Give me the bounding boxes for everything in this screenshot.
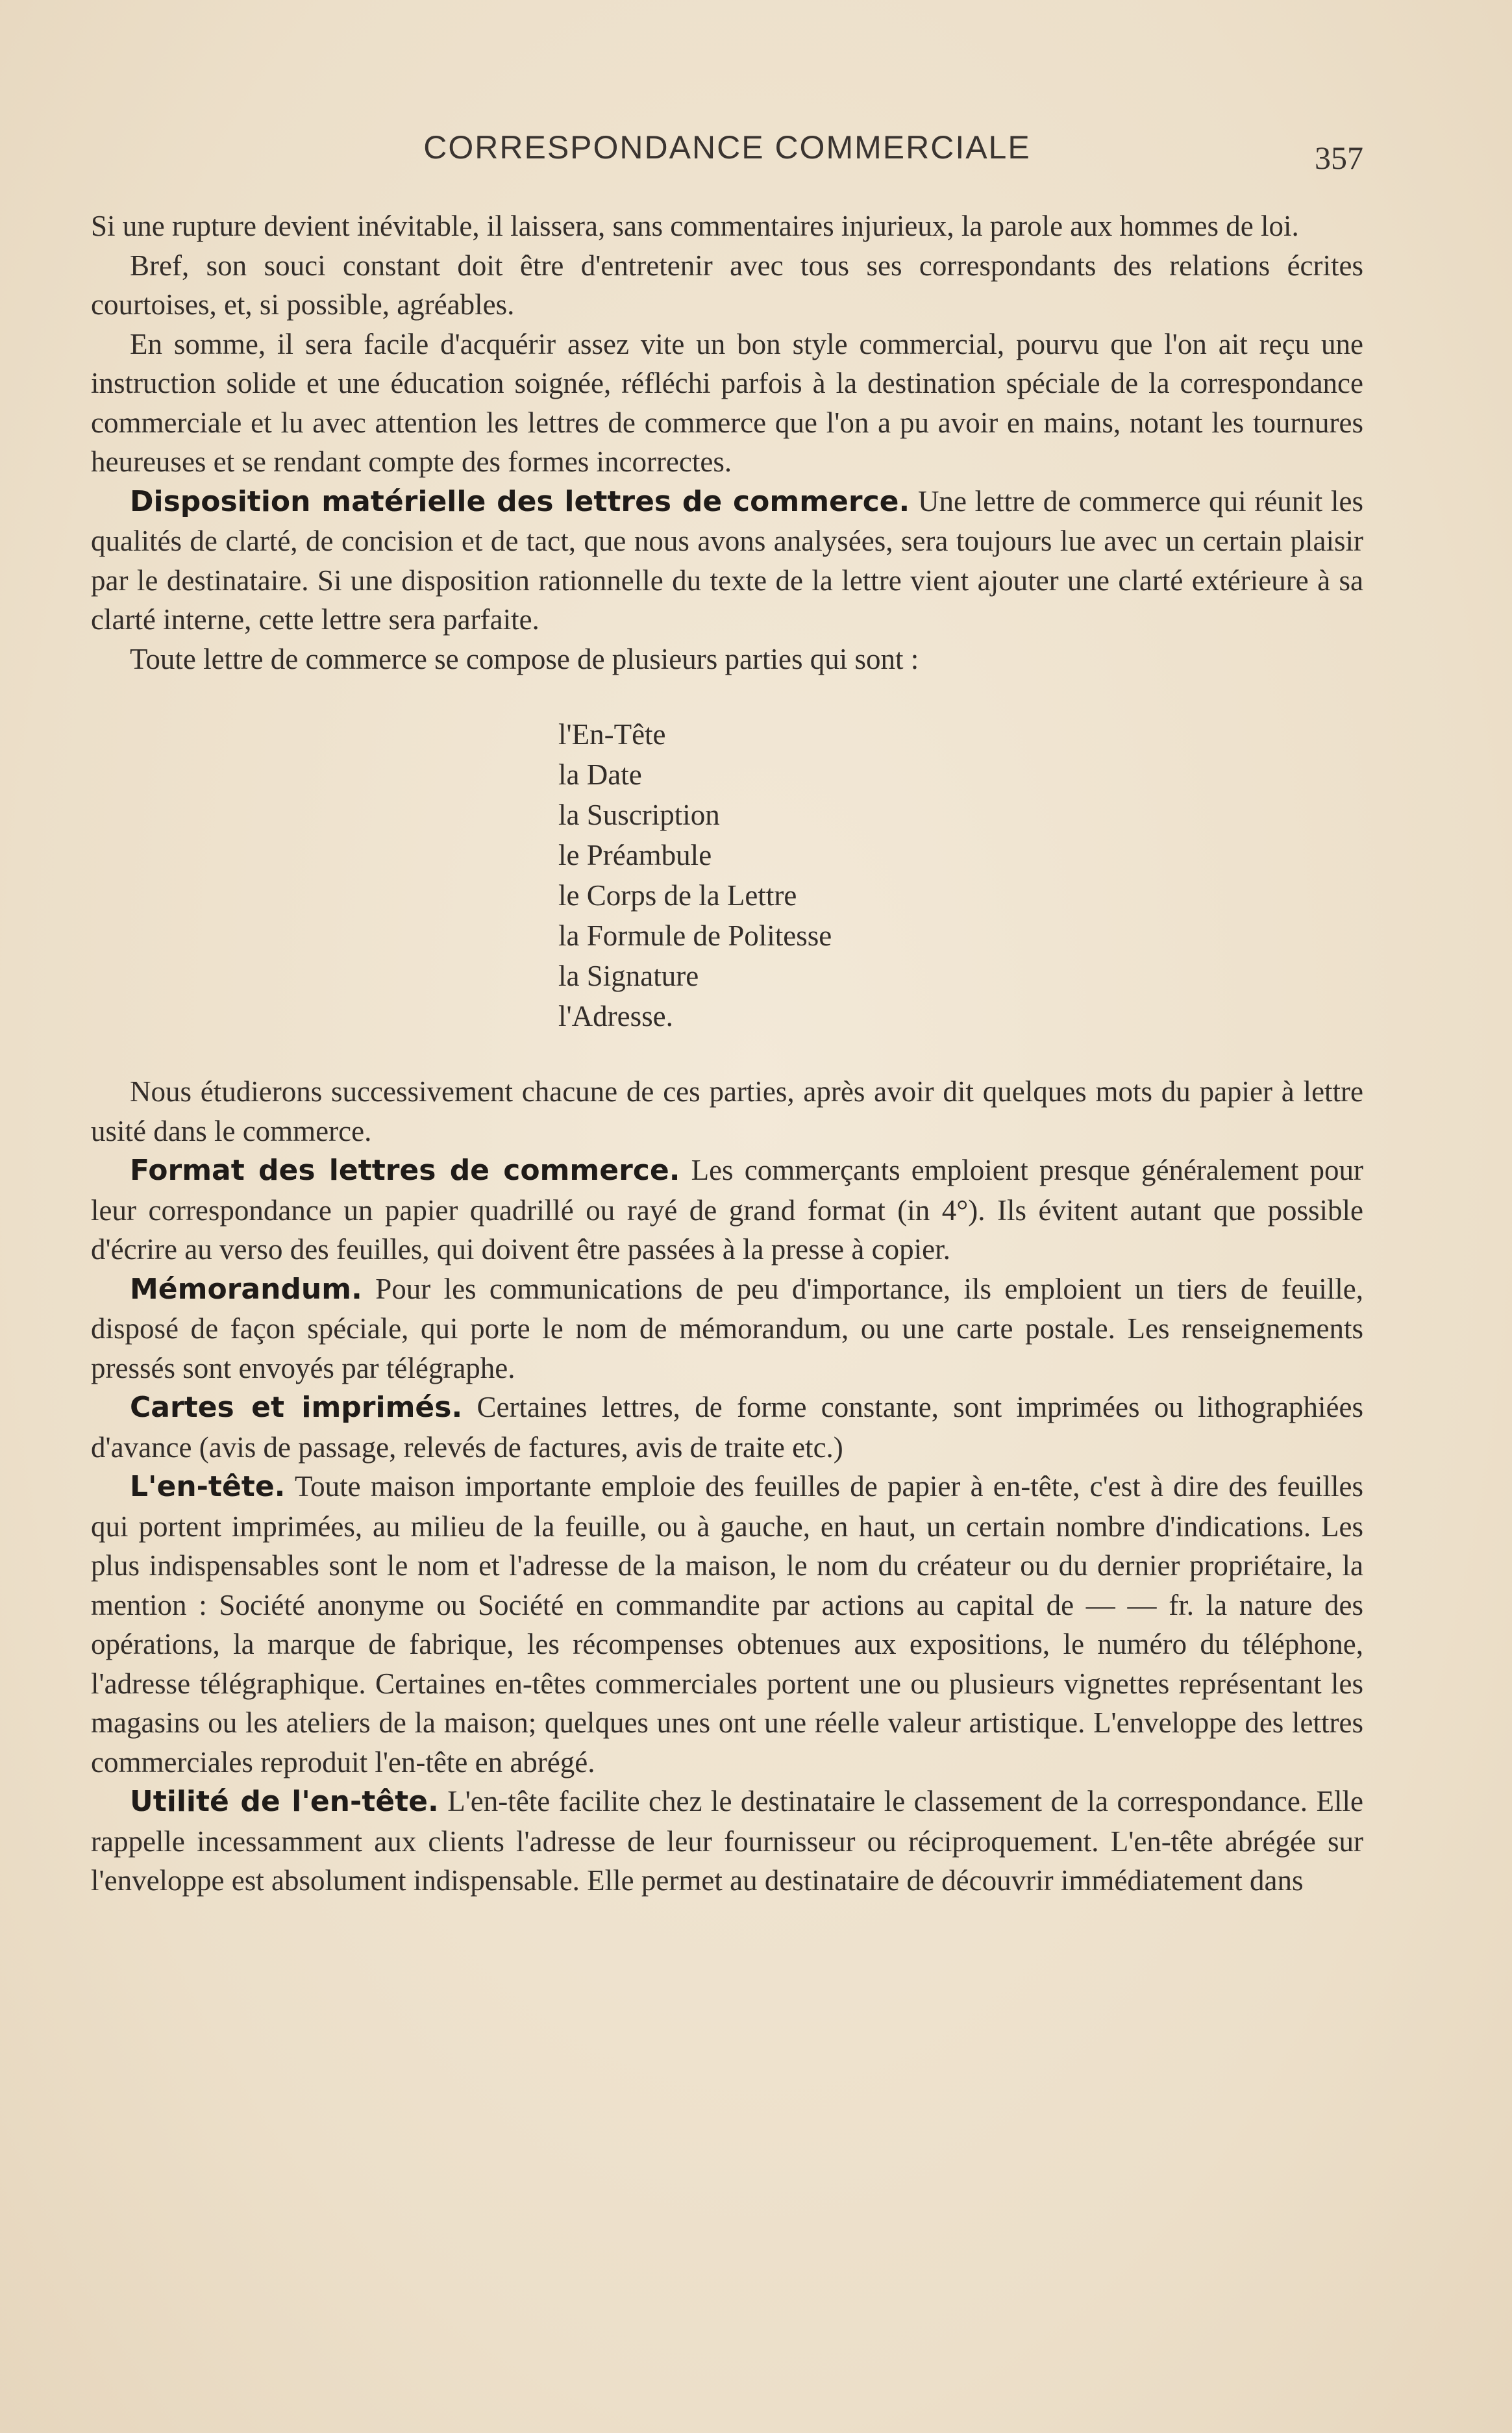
list-item: la Formule de Politesse: [558, 919, 832, 952]
list-item: le Préambule: [558, 839, 712, 871]
section-text: Pour les communications de peu d'importance, ils emploient un tiers de feuille, disposé de façon spéciale, qui porte le nom de mémorandum, ou une carte postale. Les renseignements pressés sont envoyés par télégraphe.: [91, 1272, 1363, 1384]
section-paragraph: [91, 1782, 1363, 1901]
section-text: Les commerçants emploient presque généralement pour leur correspondance un papier quadrillé ou rayé de grand format (in 4°). Ils évitent autant que possible d'écrire au verso des feuilles, qui doivent être passées à la presse à copier.: [91, 1154, 1363, 1266]
section-text: Certaines lettres, de forme constante, sont imprimées ou lithographiées d'avance (avis de passage, relevés de factures, avis de traite etc.): [91, 1391, 1364, 1464]
page-number: 357: [1315, 140, 1363, 176]
section-text: Toute maison importante emploie des feuilles de papier à en-tête, c'est à dire des feuilles qui portent imprimées, au milieu de la feuille, ou à gauche, en haut, un certain nombre d'indications. Les plus indispensables sont le nom et l'adresse de la maison, le nom du créateur ou du dernier propriétaire, la mention : Société anonyme ou Société en commandite par actions au capital de — — fr. la nature des opérations, la marque de fabrique, les récompenses obtenues aux expositions, le numéro du téléphone, l'adresse télégraphique. Certaines en-têtes commerciales portent une ou plusieurs vignettes représentant les magasins ou les ateliers de la maison; quelques unes ont une réelle valeur artistique. L'enveloppe des lettres commerciales reproduit l'en-tête en abrégé.: [91, 1470, 1363, 1778]
list-item: la Signature: [558, 960, 699, 992]
section-heading: Disposition matérielle des lettres de commerce.: [130, 484, 910, 518]
list-item: le Corps de la Lettre: [558, 879, 797, 912]
section-paragraph: [91, 1388, 1363, 1467]
paragraph: Nous étudierons successivement chacune de ces parties, après avoir dit quelques mots du papier à lettre usité dans le commerce.: [91, 1075, 1363, 1147]
paragraph: Si une rupture devient inévitable, il laissera, sans commentaires injurieux, la parole aux hommes de loi.: [91, 210, 1299, 242]
paragraph: Bref, son souci constant doit être d'entretenir avec tous ses correspondants des relations écrites courtoises, et, si possible, agréables.: [91, 249, 1363, 321]
section-paragraph: [91, 1467, 1363, 1782]
list-item: l'Adresse.: [558, 1000, 673, 1032]
section-text: Une lettre de commerce qui réunit les qualités de clarté, de concision et de tact, que nous avons analysées, sera toujours lue avec un certain plaisir par le destinataire. Si une disposition rationnelle du texte de la lettre vient ajouter une clarté extérieure à sa clarté interne, cette lettre sera parfaite.: [91, 484, 1363, 636]
list-item: l'En-Tête: [558, 718, 666, 751]
page-header: [91, 129, 1363, 174]
section-paragraph: [91, 1151, 1363, 1269]
list-item: la Suscription: [558, 799, 720, 831]
section-heading: L'en-tête.: [130, 1470, 286, 1503]
section-text: L'en-tête facilite chez le destinataire le classement de la correspondance. Elle rappelle incessamment aux clients l'adresse de leur fournisseur ou réciproquement. L'en-tête abrégée sur l'enveloppe est absolument indispensable. Elle permet au destinataire de découvrir immédiatement dans: [91, 1785, 1363, 1897]
section-heading: Mémorandum.: [130, 1272, 362, 1306]
page-body: [91, 206, 1363, 1901]
section-paragraph: [91, 482, 1363, 640]
running-title: CORRESPONDANCE COMMERCIALE: [423, 129, 1031, 166]
list-item: la Date: [558, 758, 642, 791]
section-heading: Utilité de l'en-tête.: [130, 1785, 439, 1818]
section-heading: Cartes et imprimés.: [130, 1391, 463, 1424]
section-paragraph: [91, 1269, 1363, 1388]
paragraph: En somme, il sera facile d'acquérir assez vite un bon style commercial, pourvu que l'on ait reçu une instruction solide et une éducation soignée, réfléchi parfois à la destination spéciale de la correspondance commerciale et lu avec attention les lettres de commerce que l'on a pu avoir en mains, notant les tournures heureuses et se rendant compte des formes incorrectes.: [91, 327, 1363, 478]
section-heading: Format des lettres de commerce.: [130, 1154, 680, 1187]
paragraph: Toute lettre de commerce se compose de plusieurs parties qui sont :: [130, 642, 919, 675]
letter-parts-list: [558, 714, 1363, 1036]
